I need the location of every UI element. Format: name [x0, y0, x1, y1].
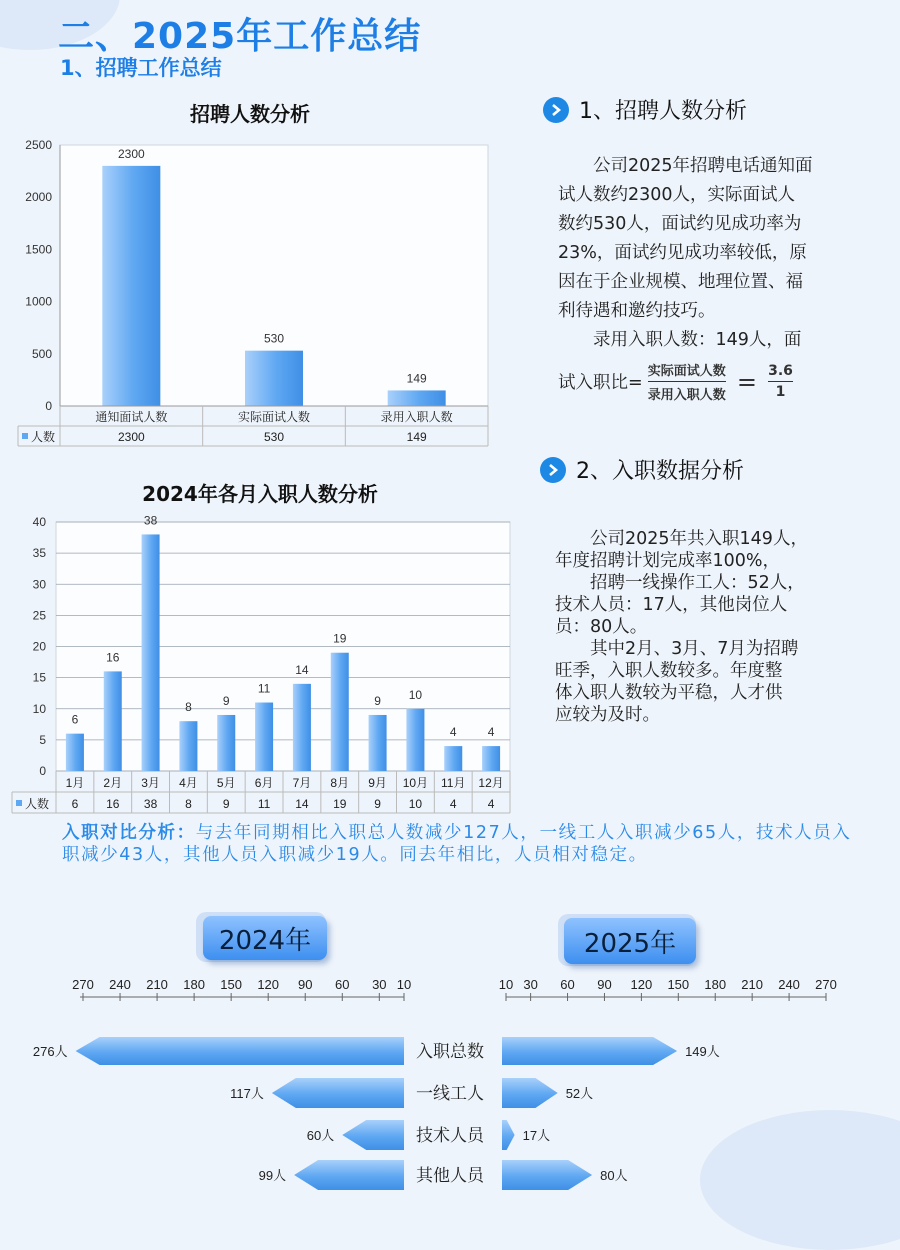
data-label: 2300 [117, 146, 145, 161]
y-tick-label: 10 [32, 701, 46, 716]
ratio-result-den: 1 [775, 384, 786, 400]
section2-line: 招聘一线操作工人：52人， [590, 573, 805, 593]
section1-line: 公司2025年招聘电话通知面 [593, 156, 813, 176]
chart2-title: 2024年各月入职人数分析 [142, 482, 378, 506]
table-value: 9 [222, 797, 230, 811]
bar [255, 703, 273, 771]
legend-label: 人数 [31, 430, 56, 444]
bar [369, 715, 387, 771]
page-title: 二、2025年工作总结 [58, 16, 422, 57]
section1-line: 数约530人，面试约见成功率为 [558, 214, 802, 234]
bar [66, 734, 84, 771]
y-tick-label: 0 [45, 399, 52, 413]
comparison-butterfly-chart [0, 975, 900, 1200]
bar [331, 653, 349, 771]
data-label: 149人 [685, 1044, 720, 1059]
y-tick-label: 15 [32, 670, 46, 685]
bar [102, 166, 160, 406]
category-label: 通知面试人数 [95, 410, 168, 424]
ratio-denominator: 录用入职人数 [647, 388, 726, 403]
category-label: 2月 [103, 776, 123, 790]
x-tick-label: 180 [704, 977, 727, 992]
x-tick-label: 240 [109, 977, 131, 992]
x-tick-label: 240 [778, 977, 800, 992]
ratio-equals: = [736, 367, 757, 396]
data-label: 4 [449, 725, 457, 740]
data-label: 9 [222, 693, 230, 708]
table-value: 16 [106, 797, 120, 811]
section2-line: 年度招聘计划完成率100%， [555, 551, 781, 571]
category-label: 7月 [292, 776, 312, 790]
data-label: 60人 [306, 1128, 335, 1143]
category-label: 技术人员 [416, 1126, 484, 1145]
section2-line: 技术人员：17人，其他岗位人 [555, 595, 788, 615]
ratio-numerator: 实际面试人数 [647, 364, 726, 379]
section2-line: 公司2025年共入职149人， [590, 529, 808, 549]
legend-label: 人数 [25, 797, 50, 811]
y-tick-label: 25 [32, 608, 46, 623]
y-tick-label: 20 [32, 639, 46, 654]
bar-right [502, 1120, 515, 1150]
section1-heading-text: 1、招聘人数分析 [579, 99, 747, 124]
category-label: 4月 [179, 776, 198, 790]
ratio-prefix: 试入职比= [558, 373, 643, 393]
table-value: 38 [143, 797, 158, 811]
chevron-right-icon [543, 97, 569, 123]
chevron-right-icon [540, 457, 566, 483]
category-label: 一线工人 [416, 1084, 484, 1103]
section1-line: 利待遇和邀约技巧。 [558, 301, 716, 321]
data-label: 52人 [565, 1086, 594, 1101]
data-label: 530 [263, 331, 285, 346]
bar [482, 746, 500, 771]
data-label: 80人 [600, 1168, 628, 1183]
x-tick-label: 10 [498, 977, 514, 992]
bar-left [294, 1160, 404, 1190]
section2-heading [540, 454, 744, 485]
y-tick-label: 0 [39, 764, 46, 778]
ratio-result-num: 3.6 [768, 363, 793, 379]
bar [217, 715, 235, 771]
year-badge-2025: 2025年 [564, 918, 696, 964]
x-tick-label: 270 [815, 977, 837, 992]
table-value: 8 [185, 797, 192, 811]
data-label: 99人 [258, 1168, 287, 1183]
x-tick-label: 10 [396, 977, 412, 992]
bar-right [502, 1037, 677, 1065]
compare-analysis [62, 822, 852, 866]
y-tick-label: 2500 [25, 138, 52, 152]
table-value: 2300 [117, 430, 145, 444]
data-label: 17人 [522, 1128, 551, 1143]
section2-line: 体入职人数较为平稳，人才供 [555, 683, 783, 703]
x-tick-label: 120 [630, 977, 653, 992]
section1-line: 23%，面试约见成功率较低，原 [558, 243, 807, 263]
category-label: 1月 [65, 776, 85, 790]
bar-left [76, 1037, 404, 1065]
bar-left [342, 1120, 404, 1150]
bar-right [502, 1160, 592, 1190]
category-label: 其他人员 [416, 1166, 484, 1185]
x-tick-label: 90 [297, 977, 313, 992]
data-label: 16 [106, 650, 120, 665]
section1-line: 因在于企业规模、地理位置、福 [558, 272, 803, 292]
x-tick-label: 90 [597, 977, 612, 992]
section1-heading [543, 94, 747, 125]
category-label: 入职总数 [416, 1042, 484, 1061]
x-tick-label: 150 [220, 977, 243, 992]
y-tick-label: 40 [32, 515, 46, 529]
category-label: 9月 [368, 776, 387, 790]
data-label: 11 [257, 681, 271, 696]
y-tick-label: 1000 [25, 294, 52, 309]
bar [245, 351, 303, 406]
x-tick-label: 120 [257, 977, 280, 992]
data-label: 8 [185, 700, 192, 715]
category-label: 11月 [441, 776, 466, 790]
ratio-fraction [648, 360, 726, 403]
year-badge-2024: 2024年 [203, 916, 327, 960]
section1-line: 录用入职人数：149人，面 [593, 330, 802, 350]
y-tick-label: 5 [39, 732, 46, 747]
data-label: 14 [295, 662, 309, 677]
section2-line: 应较为及时。 [555, 705, 660, 725]
category-label: 5月 [216, 776, 236, 790]
data-label: 117人 [230, 1086, 264, 1101]
section2-line: 员：80人。 [555, 617, 648, 637]
table-value: 14 [295, 797, 309, 811]
data-label: 9 [374, 693, 381, 708]
data-label: 149 [406, 371, 427, 386]
section2-line: 其中2月、3月、7月为招聘 [590, 639, 799, 659]
section2-line: 旺季，入职人数较多。年度整 [555, 661, 783, 681]
table-value: 9 [374, 797, 381, 811]
y-tick-label: 500 [31, 346, 52, 361]
table-value: 4 [487, 797, 495, 811]
bar [179, 721, 197, 771]
data-label: 276人 [32, 1044, 68, 1059]
data-label: 6 [71, 712, 79, 727]
chart1-title: 招聘人数分析 [190, 102, 310, 126]
data-label: 10 [408, 687, 423, 702]
legend-swatch [22, 433, 28, 439]
data-label: 4 [487, 725, 495, 740]
compare-label: 入职对比分析： [62, 823, 196, 843]
table-value: 4 [449, 797, 457, 811]
bar [406, 709, 424, 771]
category-label: 8月 [330, 776, 350, 790]
y-tick-label: 2000 [25, 190, 52, 205]
bar [293, 684, 311, 771]
table-value: 530 [263, 430, 285, 444]
y-tick-label: 1500 [25, 242, 52, 257]
bar [104, 671, 122, 771]
x-tick-label: 60 [335, 977, 350, 992]
category-label: 录用入职人数 [380, 410, 453, 424]
x-tick-label: 150 [667, 977, 690, 992]
section2-paragraph [555, 528, 865, 726]
x-tick-label: 180 [183, 977, 205, 992]
data-label: 38 [143, 513, 158, 528]
bar-left [272, 1078, 404, 1108]
monthly-bar-chart [0, 510, 520, 820]
ratio-result [768, 363, 793, 400]
bar-right [502, 1078, 558, 1108]
recruit-bar-chart [0, 130, 500, 460]
table-value: 6 [71, 797, 79, 811]
x-tick-label: 210 [146, 977, 168, 992]
category-label: 10月 [402, 776, 429, 790]
x-tick-label: 270 [72, 977, 94, 992]
category-label: 6月 [254, 776, 274, 790]
x-tick-label: 30 [523, 977, 538, 992]
compare-text: 与去年同期相比入职总人数减少127人，一线工人入职减少65人，技术人员入职减少43人，其他人员入职减少19人。同去年相比，人员相对稳定。 [62, 823, 852, 865]
table-value: 19 [333, 797, 347, 811]
bar [444, 746, 462, 771]
y-tick-label: 35 [32, 546, 46, 561]
page-subtitle: 1、招聘工作总结 [60, 56, 222, 80]
bar [142, 534, 160, 771]
category-label: 实际面试人数 [237, 410, 311, 424]
section1-line: 试人数约2300人，实际面试人 [558, 185, 796, 205]
y-tick-label: 30 [32, 577, 46, 592]
category-label: 12月 [478, 776, 504, 790]
category-label: 3月 [141, 776, 160, 790]
table-value: 11 [257, 797, 271, 811]
bar [388, 390, 446, 406]
section1-paragraph [558, 152, 858, 355]
x-tick-label: 210 [741, 977, 764, 992]
legend-swatch [16, 800, 22, 806]
table-value: 149 [406, 430, 427, 444]
ratio-formula [558, 360, 858, 410]
section2-heading-text: 2、入职数据分析 [576, 459, 744, 484]
table-value: 10 [408, 797, 423, 811]
x-tick-label: 60 [560, 977, 575, 992]
data-label: 19 [333, 631, 347, 646]
x-tick-label: 30 [372, 977, 387, 992]
